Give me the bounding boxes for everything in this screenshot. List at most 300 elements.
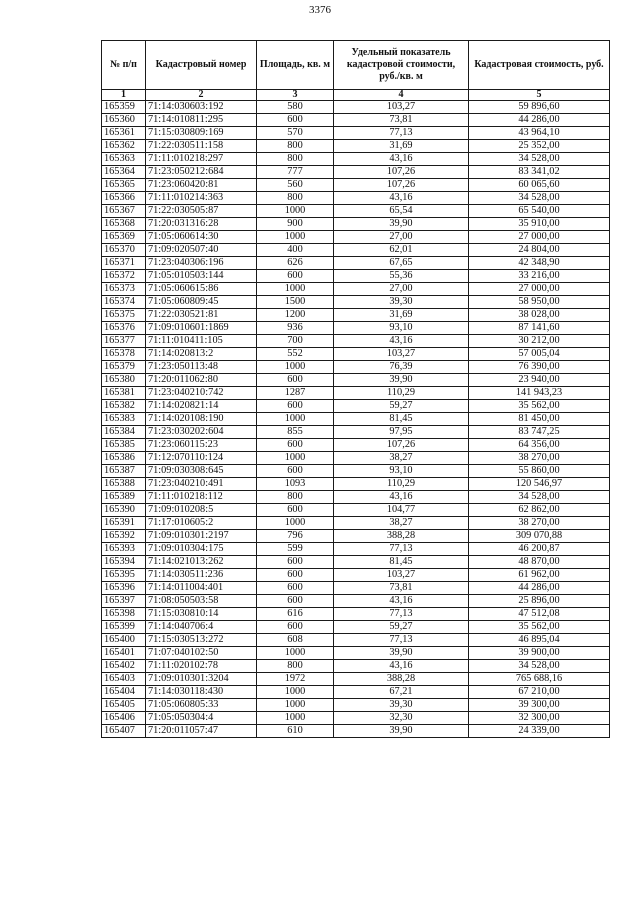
area-cell: 600 bbox=[257, 569, 334, 582]
unit-value-cell: 103,27 bbox=[334, 348, 469, 361]
unit-value-cell: 62,01 bbox=[334, 244, 469, 257]
table-row bbox=[102, 218, 610, 231]
row-number-cell: 165374 bbox=[102, 296, 146, 309]
unit-value-cell: 39,90 bbox=[334, 374, 469, 387]
unit-value-cell: 93,10 bbox=[334, 465, 469, 478]
cadastral-number-cell: 71:11:010218:297 bbox=[146, 153, 257, 166]
unit-value-cell: 81,45 bbox=[334, 413, 469, 426]
cadastral-value-cell: 34 528,00 bbox=[469, 660, 610, 673]
cadastral-number-cell: 71:14:011004:401 bbox=[146, 582, 257, 595]
cadastral-value-cell: 25 352,00 bbox=[469, 140, 610, 153]
area-cell: 570 bbox=[257, 127, 334, 140]
cadastral-value-cell: 58 950,00 bbox=[469, 296, 610, 309]
table-row bbox=[102, 660, 610, 673]
cadastral-number-cell: 71:20:031316:28 bbox=[146, 218, 257, 231]
cadastral-number-cell: 71:22:030521:81 bbox=[146, 309, 257, 322]
row-number-cell: 165383 bbox=[102, 413, 146, 426]
area-cell: 796 bbox=[257, 530, 334, 543]
row-number-cell: 165404 bbox=[102, 686, 146, 699]
area-cell: 600 bbox=[257, 504, 334, 517]
unit-value-cell: 39,90 bbox=[334, 647, 469, 660]
cadastral-value-cell: 34 528,00 bbox=[469, 153, 610, 166]
area-cell: 600 bbox=[257, 582, 334, 595]
unit-value-cell: 27,00 bbox=[334, 231, 469, 244]
unit-value-cell: 55,36 bbox=[334, 270, 469, 283]
area-cell: 855 bbox=[257, 426, 334, 439]
area-cell: 800 bbox=[257, 660, 334, 673]
unit-value-cell: 38,27 bbox=[334, 517, 469, 530]
cadastral-value-cell: 42 348,90 bbox=[469, 257, 610, 270]
cadastral-number-cell: 71:20:011057:47 bbox=[146, 725, 257, 738]
cadastral-value-cell: 32 300,00 bbox=[469, 712, 610, 725]
table-row bbox=[102, 101, 610, 114]
cadastral-number-cell: 71:23:040306:196 bbox=[146, 257, 257, 270]
row-number-cell: 165359 bbox=[102, 101, 146, 114]
area-cell: 700 bbox=[257, 335, 334, 348]
row-number-cell: 165402 bbox=[102, 660, 146, 673]
unit-value-cell: 107,26 bbox=[334, 179, 469, 192]
cadastral-number-cell: 71:11:010218:112 bbox=[146, 491, 257, 504]
row-number-cell: 165401 bbox=[102, 647, 146, 660]
cadastral-value-cell: 34 528,00 bbox=[469, 192, 610, 205]
table-row bbox=[102, 595, 610, 608]
cadastral-value-cell: 47 512,08 bbox=[469, 608, 610, 621]
cadastral-value-cell: 59 896,60 bbox=[469, 101, 610, 114]
unit-value-cell: 32,30 bbox=[334, 712, 469, 725]
table-row bbox=[102, 257, 610, 270]
area-cell: 600 bbox=[257, 270, 334, 283]
unit-value-cell: 31,69 bbox=[334, 309, 469, 322]
cadastral-number-cell: 71:09:030308:645 bbox=[146, 465, 257, 478]
cadastral-value-cell: 23 940,00 bbox=[469, 374, 610, 387]
table-row bbox=[102, 517, 610, 530]
cadastral-value-cell: 25 896,00 bbox=[469, 595, 610, 608]
area-cell: 616 bbox=[257, 608, 334, 621]
cadastral-value-cell: 65 540,00 bbox=[469, 205, 610, 218]
unit-value-cell: 73,81 bbox=[334, 582, 469, 595]
cadastral-value-cell: 35 562,00 bbox=[469, 621, 610, 634]
cadastral-value-cell: 60 065,60 bbox=[469, 179, 610, 192]
cadastral-number-cell: 71:09:010601:1869 bbox=[146, 322, 257, 335]
cadastral-number-cell: 71:11:010411:105 bbox=[146, 335, 257, 348]
unit-value-cell: 388,28 bbox=[334, 673, 469, 686]
header-cadastral-value: Кадастровая стоимость, руб. bbox=[469, 41, 610, 90]
table-row bbox=[102, 699, 610, 712]
unit-value-cell: 77,13 bbox=[334, 543, 469, 556]
table-row bbox=[102, 400, 610, 413]
cadastral-number-cell: 71:09:010301:2197 bbox=[146, 530, 257, 543]
unit-value-cell: 43,16 bbox=[334, 491, 469, 504]
unit-value-cell: 59,27 bbox=[334, 400, 469, 413]
row-number-cell: 165363 bbox=[102, 153, 146, 166]
table-row bbox=[102, 504, 610, 517]
row-number-cell: 165397 bbox=[102, 595, 146, 608]
cadastral-number-cell: 71:14:020821:14 bbox=[146, 400, 257, 413]
area-cell: 1000 bbox=[257, 699, 334, 712]
table-row bbox=[102, 569, 610, 582]
cadastral-value-cell: 34 528,00 bbox=[469, 491, 610, 504]
row-number-cell: 165380 bbox=[102, 374, 146, 387]
table-row bbox=[102, 556, 610, 569]
unit-value-cell: 103,27 bbox=[334, 569, 469, 582]
cadastral-value-cell: 87 141,60 bbox=[469, 322, 610, 335]
unit-value-cell: 107,26 bbox=[334, 166, 469, 179]
unit-value-cell: 110,29 bbox=[334, 387, 469, 400]
row-number-cell: 165364 bbox=[102, 166, 146, 179]
unit-value-cell: 110,29 bbox=[334, 478, 469, 491]
table-row bbox=[102, 205, 610, 218]
unit-value-cell: 388,28 bbox=[334, 530, 469, 543]
header-area: Площадь, кв. м bbox=[257, 41, 334, 90]
table-row bbox=[102, 426, 610, 439]
cadastral-value-cell: 38 270,00 bbox=[469, 517, 610, 530]
row-number-cell: 165378 bbox=[102, 348, 146, 361]
table-row bbox=[102, 114, 610, 127]
area-cell: 1000 bbox=[257, 361, 334, 374]
table-row bbox=[102, 686, 610, 699]
area-cell: 600 bbox=[257, 439, 334, 452]
page-number: 3376 bbox=[309, 4, 331, 16]
table-row bbox=[102, 296, 610, 309]
area-cell: 580 bbox=[257, 101, 334, 114]
area-cell: 777 bbox=[257, 166, 334, 179]
table-column-index-row bbox=[102, 90, 610, 101]
cadastral-value-cell: 48 870,00 bbox=[469, 556, 610, 569]
unit-value-cell: 107,26 bbox=[334, 439, 469, 452]
cadastral-number-cell: 71:09:010301:3204 bbox=[146, 673, 257, 686]
cadastral-value-cell: 120 546,97 bbox=[469, 478, 610, 491]
cadastral-value-cell: 57 005,04 bbox=[469, 348, 610, 361]
cadastral-number-cell: 71:23:050113:48 bbox=[146, 361, 257, 374]
row-number-cell: 165373 bbox=[102, 283, 146, 296]
table-row bbox=[102, 439, 610, 452]
table-row bbox=[102, 465, 610, 478]
cadastral-value-cell: 27 000,00 bbox=[469, 231, 610, 244]
cadastral-value-cell: 309 070,88 bbox=[469, 530, 610, 543]
cadastral-number-cell: 71:05:060805:33 bbox=[146, 699, 257, 712]
area-cell: 1287 bbox=[257, 387, 334, 400]
column-index: 5 bbox=[469, 90, 610, 101]
cadastral-number-cell: 71:14:040706:4 bbox=[146, 621, 257, 634]
cadastral-number-cell: 71:05:010503:144 bbox=[146, 270, 257, 283]
area-cell: 599 bbox=[257, 543, 334, 556]
row-number-cell: 165395 bbox=[102, 569, 146, 582]
row-number-cell: 165390 bbox=[102, 504, 146, 517]
row-number-cell: 165365 bbox=[102, 179, 146, 192]
area-cell: 400 bbox=[257, 244, 334, 257]
area-cell: 600 bbox=[257, 595, 334, 608]
area-cell: 610 bbox=[257, 725, 334, 738]
row-number-cell: 165388 bbox=[102, 478, 146, 491]
cadastral-number-cell: 71:22:030511:158 bbox=[146, 140, 257, 153]
row-number-cell: 165389 bbox=[102, 491, 146, 504]
table-row bbox=[102, 530, 610, 543]
cadastral-value-cell: 765 688,16 bbox=[469, 673, 610, 686]
cadastral-number-cell: 71:14:021013:262 bbox=[146, 556, 257, 569]
cadastral-value-cell: 76 390,00 bbox=[469, 361, 610, 374]
unit-value-cell: 93,10 bbox=[334, 322, 469, 335]
cadastral-number-cell: 71:14:010811:295 bbox=[146, 114, 257, 127]
area-cell: 560 bbox=[257, 179, 334, 192]
table-row bbox=[102, 582, 610, 595]
area-cell: 900 bbox=[257, 218, 334, 231]
table-row bbox=[102, 634, 610, 647]
area-cell: 552 bbox=[257, 348, 334, 361]
cadastral-value-cell: 24 804,00 bbox=[469, 244, 610, 257]
unit-value-cell: 43,16 bbox=[334, 595, 469, 608]
cadastral-number-cell: 71:23:060115:23 bbox=[146, 439, 257, 452]
cadastral-value-cell: 27 000,00 bbox=[469, 283, 610, 296]
cadastral-value-table bbox=[101, 40, 610, 738]
row-number-cell: 165399 bbox=[102, 621, 146, 634]
row-number-cell: 165407 bbox=[102, 725, 146, 738]
table-row bbox=[102, 153, 610, 166]
area-cell: 626 bbox=[257, 257, 334, 270]
cadastral-value-cell: 43 964,10 bbox=[469, 127, 610, 140]
unit-value-cell: 31,69 bbox=[334, 140, 469, 153]
row-number-cell: 165391 bbox=[102, 517, 146, 530]
table-row bbox=[102, 140, 610, 153]
unit-value-cell: 43,16 bbox=[334, 660, 469, 673]
cadastral-value-cell: 62 862,00 bbox=[469, 504, 610, 517]
table-row bbox=[102, 231, 610, 244]
row-number-cell: 165394 bbox=[102, 556, 146, 569]
cadastral-value-cell: 46 200,87 bbox=[469, 543, 610, 556]
row-number-cell: 165382 bbox=[102, 400, 146, 413]
table-row bbox=[102, 621, 610, 634]
row-number-cell: 165360 bbox=[102, 114, 146, 127]
unit-value-cell: 38,27 bbox=[334, 452, 469, 465]
table-row bbox=[102, 322, 610, 335]
row-number-cell: 165405 bbox=[102, 699, 146, 712]
area-cell: 600 bbox=[257, 621, 334, 634]
cadastral-number-cell: 71:23:040210:491 bbox=[146, 478, 257, 491]
cadastral-number-cell: 71:08:050503:58 bbox=[146, 595, 257, 608]
cadastral-value-cell: 38 270,00 bbox=[469, 452, 610, 465]
table-row bbox=[102, 192, 610, 205]
table-row bbox=[102, 283, 610, 296]
area-cell: 600 bbox=[257, 374, 334, 387]
area-cell: 1000 bbox=[257, 413, 334, 426]
cadastral-number-cell: 71:07:040102:50 bbox=[146, 647, 257, 660]
row-number-cell: 165400 bbox=[102, 634, 146, 647]
table-body bbox=[102, 101, 610, 738]
table-row bbox=[102, 491, 610, 504]
row-number-cell: 165386 bbox=[102, 452, 146, 465]
unit-value-cell: 97,95 bbox=[334, 426, 469, 439]
cadastral-number-cell: 71:17:010605:2 bbox=[146, 517, 257, 530]
area-cell: 600 bbox=[257, 465, 334, 478]
row-number-cell: 165362 bbox=[102, 140, 146, 153]
row-number-cell: 165381 bbox=[102, 387, 146, 400]
table-row bbox=[102, 387, 610, 400]
row-number-cell: 165376 bbox=[102, 322, 146, 335]
unit-value-cell: 81,45 bbox=[334, 556, 469, 569]
table-header-row bbox=[102, 41, 610, 90]
table-row bbox=[102, 543, 610, 556]
table-row bbox=[102, 452, 610, 465]
row-number-cell: 165369 bbox=[102, 231, 146, 244]
unit-value-cell: 43,16 bbox=[334, 335, 469, 348]
area-cell: 1972 bbox=[257, 673, 334, 686]
area-cell: 1000 bbox=[257, 283, 334, 296]
cadastral-number-cell: 71:14:020108:190 bbox=[146, 413, 257, 426]
cadastral-value-cell: 83 341,02 bbox=[469, 166, 610, 179]
column-index: 1 bbox=[102, 90, 146, 101]
cadastral-value-cell: 141 943,23 bbox=[469, 387, 610, 400]
cadastral-number-cell: 71:20:011062:80 bbox=[146, 374, 257, 387]
cadastral-number-cell: 71:15:030513:272 bbox=[146, 634, 257, 647]
table-row bbox=[102, 348, 610, 361]
header-unit-value: Удельный показатель кадастровой стоимости, руб./кв. м bbox=[334, 41, 469, 90]
unit-value-cell: 39,90 bbox=[334, 725, 469, 738]
row-number-cell: 165403 bbox=[102, 673, 146, 686]
cadastral-number-cell: 71:23:030202:604 bbox=[146, 426, 257, 439]
area-cell: 600 bbox=[257, 114, 334, 127]
unit-value-cell: 77,13 bbox=[334, 608, 469, 621]
row-number-cell: 165384 bbox=[102, 426, 146, 439]
cadastral-value-cell: 35 910,00 bbox=[469, 218, 610, 231]
area-cell: 1000 bbox=[257, 517, 334, 530]
table-row bbox=[102, 179, 610, 192]
area-cell: 1000 bbox=[257, 205, 334, 218]
cadastral-number-cell: 71:15:030809:169 bbox=[146, 127, 257, 140]
area-cell: 800 bbox=[257, 491, 334, 504]
row-number-cell: 165372 bbox=[102, 270, 146, 283]
table-row bbox=[102, 270, 610, 283]
row-number-cell: 165392 bbox=[102, 530, 146, 543]
cadastral-value-cell: 81 450,00 bbox=[469, 413, 610, 426]
area-cell: 1000 bbox=[257, 686, 334, 699]
area-cell: 600 bbox=[257, 400, 334, 413]
unit-value-cell: 39,30 bbox=[334, 699, 469, 712]
unit-value-cell: 43,16 bbox=[334, 153, 469, 166]
table-row bbox=[102, 335, 610, 348]
cadastral-value-cell: 39 300,00 bbox=[469, 699, 610, 712]
column-index: 3 bbox=[257, 90, 334, 101]
area-cell: 1000 bbox=[257, 452, 334, 465]
cadastral-value-cell: 39 900,00 bbox=[469, 647, 610, 660]
cadastral-number-cell: 71:09:020507:40 bbox=[146, 244, 257, 257]
cadastral-number-cell: 71:05:060614:30 bbox=[146, 231, 257, 244]
unit-value-cell: 67,65 bbox=[334, 257, 469, 270]
table-row bbox=[102, 673, 610, 686]
cadastral-value-cell: 24 339,00 bbox=[469, 725, 610, 738]
table-row bbox=[102, 712, 610, 725]
cadastral-value-cell: 61 962,00 bbox=[469, 569, 610, 582]
unit-value-cell: 65,54 bbox=[334, 205, 469, 218]
row-number-cell: 165370 bbox=[102, 244, 146, 257]
cadastral-number-cell: 71:14:030118:430 bbox=[146, 686, 257, 699]
cadastral-number-cell: 71:05:050304:4 bbox=[146, 712, 257, 725]
cadastral-number-cell: 71:23:060420:81 bbox=[146, 179, 257, 192]
cadastral-number-cell: 71:22:030505:87 bbox=[146, 205, 257, 218]
header-row-number: № п/п bbox=[102, 41, 146, 90]
table-row bbox=[102, 478, 610, 491]
table-row bbox=[102, 166, 610, 179]
unit-value-cell: 43,16 bbox=[334, 192, 469, 205]
area-cell: 1000 bbox=[257, 712, 334, 725]
cadastral-number-cell: 71:23:050212:684 bbox=[146, 166, 257, 179]
cadastral-number-cell: 71:11:020102:78 bbox=[146, 660, 257, 673]
header-cadastral-number: Кадастровый номер bbox=[146, 41, 257, 90]
row-number-cell: 165375 bbox=[102, 309, 146, 322]
unit-value-cell: 39,90 bbox=[334, 218, 469, 231]
table-row bbox=[102, 608, 610, 621]
cadastral-value-cell: 44 286,00 bbox=[469, 114, 610, 127]
cadastral-number-cell: 71:11:010214:363 bbox=[146, 192, 257, 205]
cadastral-value-cell: 33 216,00 bbox=[469, 270, 610, 283]
cadastral-value-cell: 83 747,25 bbox=[469, 426, 610, 439]
cadastral-number-cell: 71:09:010208:5 bbox=[146, 504, 257, 517]
row-number-cell: 165371 bbox=[102, 257, 146, 270]
unit-value-cell: 77,13 bbox=[334, 634, 469, 647]
column-index: 4 bbox=[334, 90, 469, 101]
row-number-cell: 165385 bbox=[102, 439, 146, 452]
area-cell: 1000 bbox=[257, 231, 334, 244]
cadastral-number-cell: 71:05:060809:45 bbox=[146, 296, 257, 309]
cadastral-value-cell: 44 286,00 bbox=[469, 582, 610, 595]
area-cell: 1000 bbox=[257, 647, 334, 660]
area-cell: 800 bbox=[257, 192, 334, 205]
unit-value-cell: 39,30 bbox=[334, 296, 469, 309]
cadastral-number-cell: 71:14:030603:192 bbox=[146, 101, 257, 114]
row-number-cell: 165387 bbox=[102, 465, 146, 478]
row-number-cell: 165396 bbox=[102, 582, 146, 595]
cadastral-value-cell: 64 356,00 bbox=[469, 439, 610, 452]
cadastral-value-cell: 67 210,00 bbox=[469, 686, 610, 699]
row-number-cell: 165393 bbox=[102, 543, 146, 556]
area-cell: 800 bbox=[257, 140, 334, 153]
area-cell: 1200 bbox=[257, 309, 334, 322]
unit-value-cell: 103,27 bbox=[334, 101, 469, 114]
cadastral-number-cell: 71:23:040210:742 bbox=[146, 387, 257, 400]
cadastral-number-cell: 71:05:060615:86 bbox=[146, 283, 257, 296]
table-row bbox=[102, 647, 610, 660]
table-row bbox=[102, 413, 610, 426]
area-cell: 936 bbox=[257, 322, 334, 335]
row-number-cell: 165368 bbox=[102, 218, 146, 231]
row-number-cell: 165366 bbox=[102, 192, 146, 205]
cadastral-number-cell: 71:12:070110:124 bbox=[146, 452, 257, 465]
unit-value-cell: 27,00 bbox=[334, 283, 469, 296]
cadastral-value-cell: 46 895,04 bbox=[469, 634, 610, 647]
unit-value-cell: 67,21 bbox=[334, 686, 469, 699]
table-row bbox=[102, 374, 610, 387]
unit-value-cell: 59,27 bbox=[334, 621, 469, 634]
table-row bbox=[102, 244, 610, 257]
table-row bbox=[102, 725, 610, 738]
column-index: 2 bbox=[146, 90, 257, 101]
row-number-cell: 165379 bbox=[102, 361, 146, 374]
table-row bbox=[102, 127, 610, 140]
cadastral-number-cell: 71:14:020813:2 bbox=[146, 348, 257, 361]
cadastral-number-cell: 71:15:030810:14 bbox=[146, 608, 257, 621]
cadastral-value-cell: 55 860,00 bbox=[469, 465, 610, 478]
cadastral-number-cell: 71:09:010304:175 bbox=[146, 543, 257, 556]
row-number-cell: 165367 bbox=[102, 205, 146, 218]
cadastral-number-cell: 71:14:030511:236 bbox=[146, 569, 257, 582]
unit-value-cell: 104,77 bbox=[334, 504, 469, 517]
row-number-cell: 165361 bbox=[102, 127, 146, 140]
cadastral-value-cell: 35 562,00 bbox=[469, 400, 610, 413]
row-number-cell: 165377 bbox=[102, 335, 146, 348]
cadastral-value-cell: 30 212,00 bbox=[469, 335, 610, 348]
table-row bbox=[102, 361, 610, 374]
area-cell: 1093 bbox=[257, 478, 334, 491]
area-cell: 608 bbox=[257, 634, 334, 647]
row-number-cell: 165406 bbox=[102, 712, 146, 725]
